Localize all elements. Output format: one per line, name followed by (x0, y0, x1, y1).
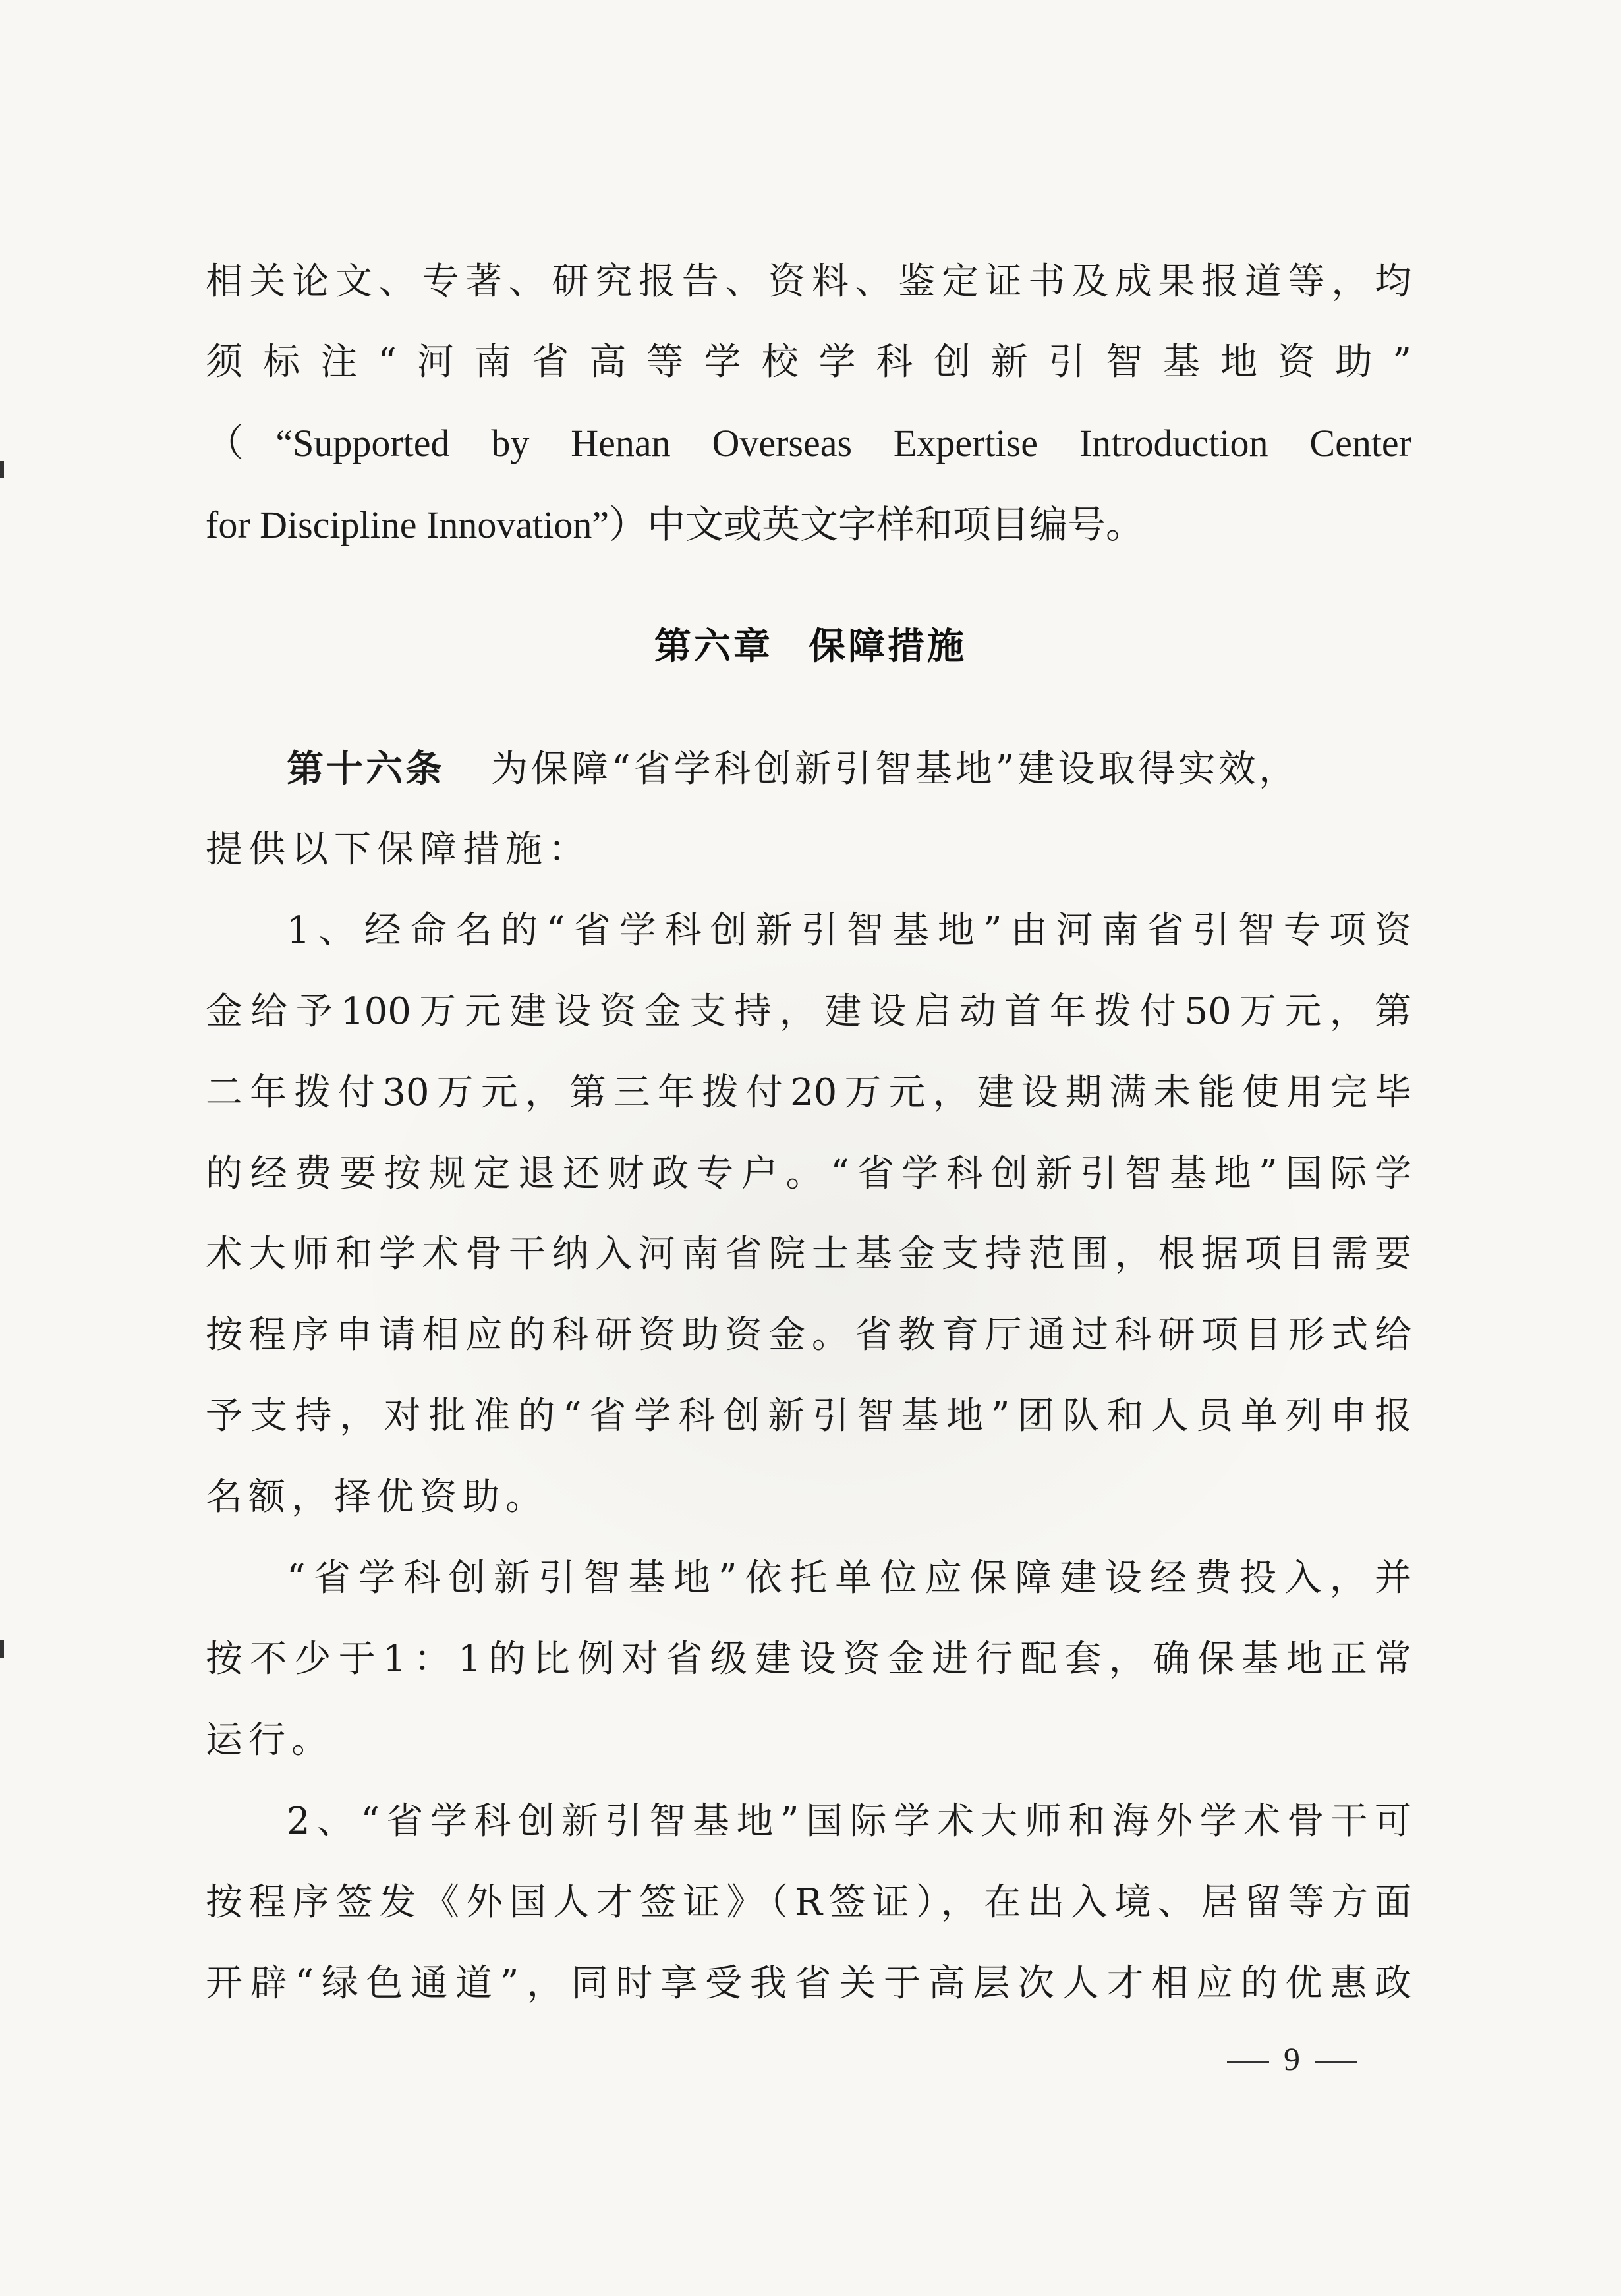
chapter-heading (0, 617, 1621, 677)
item-1-line-4: 的经费要按规定退还财政专户。“省学科创新引智基地”国际学 (206, 1152, 1411, 1195)
item-2-line-1: 2、“省学科创新引智基地”国际学术大师和海外学术骨干可 (287, 1800, 1411, 1843)
article-16-text: 为保障“省学科创新引智基地”建设取得实效， (491, 748, 1299, 791)
binding-mark-bottom (0, 1640, 4, 1658)
item-1-line-2: 金给予100万元建设资金支持，建设启动首年拨付50万元，第 (206, 990, 1411, 1033)
item-1-line-6: 按程序申请相应的科研资助资金。省教育厅通过科研项目形式给 (206, 1314, 1411, 1357)
page-number-dash-right (1315, 2061, 1357, 2063)
article-label: 第十六条 (287, 748, 445, 791)
chapter-title: 保障措施 (809, 625, 967, 668)
funding-line-2: 按不少于1：1的比例对省级建设资金进行配套，确保基地正常 (206, 1638, 1411, 1681)
item-2-line-3: 开辟“绿色通道”，同时享受我省关于高层次人才相应的优惠政 (206, 1962, 1411, 2005)
item-1-line-8: 名额，择优资助。 (206, 1476, 548, 1519)
page-number-value: 9 (1284, 2040, 1300, 2077)
item-1-line-7: 予支持，对批准的“省学科创新引智基地”团队和人员单列申报 (206, 1395, 1411, 1438)
body-line-3: （“Supported by Henan Overseas Expertise Introduction Center (206, 422, 1411, 464)
item-1-line-5: 术大师和学术骨干纳入河南省院士基金支持范围，根据项目需要 (206, 1233, 1411, 1275)
page-number-dash-left (1227, 2061, 1269, 2063)
binding-mark-top (0, 461, 4, 478)
item-1-line-3: 二年拨付30万元，第三年拨付20万元，建设期满未能使用完毕 (206, 1071, 1411, 1114)
item-1-line-1: 1、经命名的“省学科创新引智基地”由河南省引智专项资 (287, 909, 1411, 952)
body-line-2: 须标注“河南省高等学校学科创新引智基地资助” (206, 341, 1411, 383)
body-line-4: for Discipline Innovation”）中文或英文字样和项目编号。 (206, 503, 1145, 546)
funding-line-1: “省学科创新引智基地”依托单位应保障建设经费投入，并 (287, 1557, 1411, 1600)
item-2-line-2: 按程序签发《外国人才签证》（R签证），在出入境、居留等方面 (206, 1881, 1411, 1924)
funding-line-3: 运行。 (206, 1719, 334, 1762)
article-16-line-2: 提供以下保障措施： (206, 828, 591, 871)
body-line-1: 相关论文、专著、研究报告、资料、鉴定证书及成果报道等，均 (206, 260, 1411, 303)
article-16-line-1 (287, 740, 1411, 799)
page-number (1212, 2036, 1371, 2082)
chapter-number: 第六章 (654, 625, 773, 668)
